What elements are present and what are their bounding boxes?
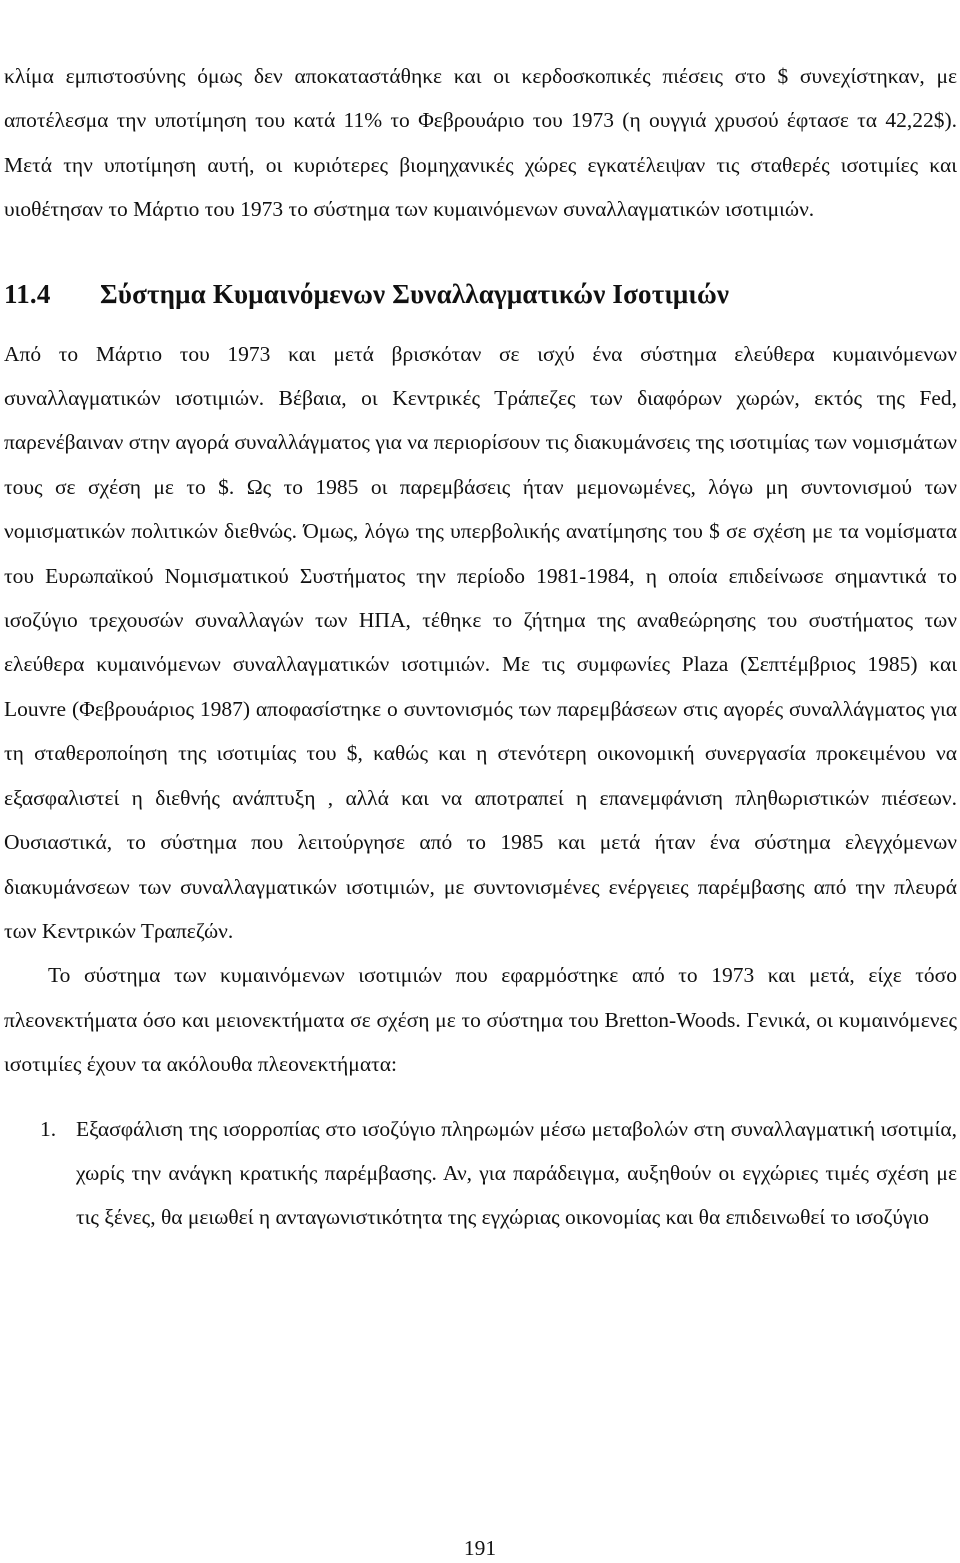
list-item [4,1107,957,1240]
body-paragraph-2: Το σύστημα των κυμαινόμενων ισοτιμιών που εφαρμόστηκε από το 1973 και μετά, είχε τόσο πλεονεκτήματα όσο και μειονεκτήματα σε σχέση με το σύστημα του Bretton-Woods. Γενικά, οι κυμαινόμενες ισοτιμίες έχουν τα ακόλουθα πλεονεκτήματα: [4,963,957,1077]
section-heading [4,272,957,316]
body-paragraph-1: Από το Μάρτιο του 1973 και μετά βρισκόταν σε ισχύ ένα σύστημα ελεύθερα κυμαινόμενων συναλλαγματικών ισοτιμιών. Βέβαια, οι Κεντρικές Τράπεζες των διαφόρων χωρών, εκτός της Fed, παρενέβαιναν στην αγορά συναλλάγματος για να περιορίσουν τις διακυμάνσεις της ισοτιμίας των νομισμάτων τους σε σχέση με το $. Ως το 1985 οι παρεμβάσεις ήταν μεμονωμένες, λόγω μη συντονισμού των νομισματικών πολιτικών διεθνώς. Όμως, λόγω της υπερβολικής ανατίμησης του $ σε σχέση με τα νομίσματα του Ευρωπαϊκού Νομισματικού Συστήματος την περίοδο 1981-1984, η οποία επιδείνωσε σημαντικά το ισοζύγιο τρεχουσών συναλλαγών των ΗΠΑ, τέθηκε το ζήτημα της αναθεώρησης του συστήματος των ελεύθερα κυμαινόμενων συναλλαγματικών ισοτιμιών. Με τις συμφωνίες Plaza (Σεπτέμβριος 1985) και Louvre (Φεβρουάριος 1987) αποφασίστηκε ο συντονισμός των παρεμβάσεων στις αγορές συναλλάγματος για τη σταθεροποίηση της ισοτιμίας του $, καθώς και η στενότερη οικονομική συνεργασία προκειμένου να εξασφαλιστεί η διεθνής ανάπτυξη , αλλά και να αποτραπεί η επανεμφάνιση πληθωριστικών πιέσεων. Ουσιαστικά, το σύστημα που λειτούργησε από το 1985 και μετά ήταν ένα σύστημα ελεγχόμενων διακυμάνσεων των συναλλαγματικών ισοτιμιών, με συντονισμένες ενέργειες παρέμβασης από την πλευρά των Κεντρικών Τραπεζών. [4,341,957,943]
document-page [4,54,957,1240]
intro-paragraph: κλίμα εμπιστοσύνης όμως δεν αποκαταστάθηκε και οι κερδοσκοπικές πιέσεις στο $ συνεχίστηκαν, με αποτέλεσμα την υποτίμηση του κατά 11% το Φεβρουάριο του 1973 (η ουγγιά χρυσού έφτασε τα 42,22$). Μετά την υποτίμηση αυτή, οι κυριότερες βιομηχανικές χώρες εγκατέλειψαν τις σταθερές ισοτιμίες και υιοθέτησαν το Μάρτιο του 1973 το σύστημα των κυμαινόμενων συναλλαγματικών ισοτιμιών. [4,64,957,222]
list-item-text: Εξασφάλιση της ισορροπίας στο ισοζύγιο πληρωμών μέσω μεταβολών στη συναλλαγματική ισοτιμία, χωρίς την ανάγκη κρατικής παρέμβασης. Αν, για παράδειγμα, αυξηθούν οι εγχώριες τιμές σχέση με τις ξένες, θα μειωθεί η ανταγωνιστικότητα της εγχώριας οικονομίας και θα επιδεινωθεί το ισοζύγιο [76,1116,957,1230]
list-item-marker: 1. [40,1116,57,1141]
advantages-list [4,1107,957,1240]
section-number: 11.4 [4,278,51,309]
page-number: 191 [463,1536,497,1560]
section-title: Σύστημα Κυμαινόμενων Συναλλαγματικών Ισοτιμιών [100,278,730,309]
